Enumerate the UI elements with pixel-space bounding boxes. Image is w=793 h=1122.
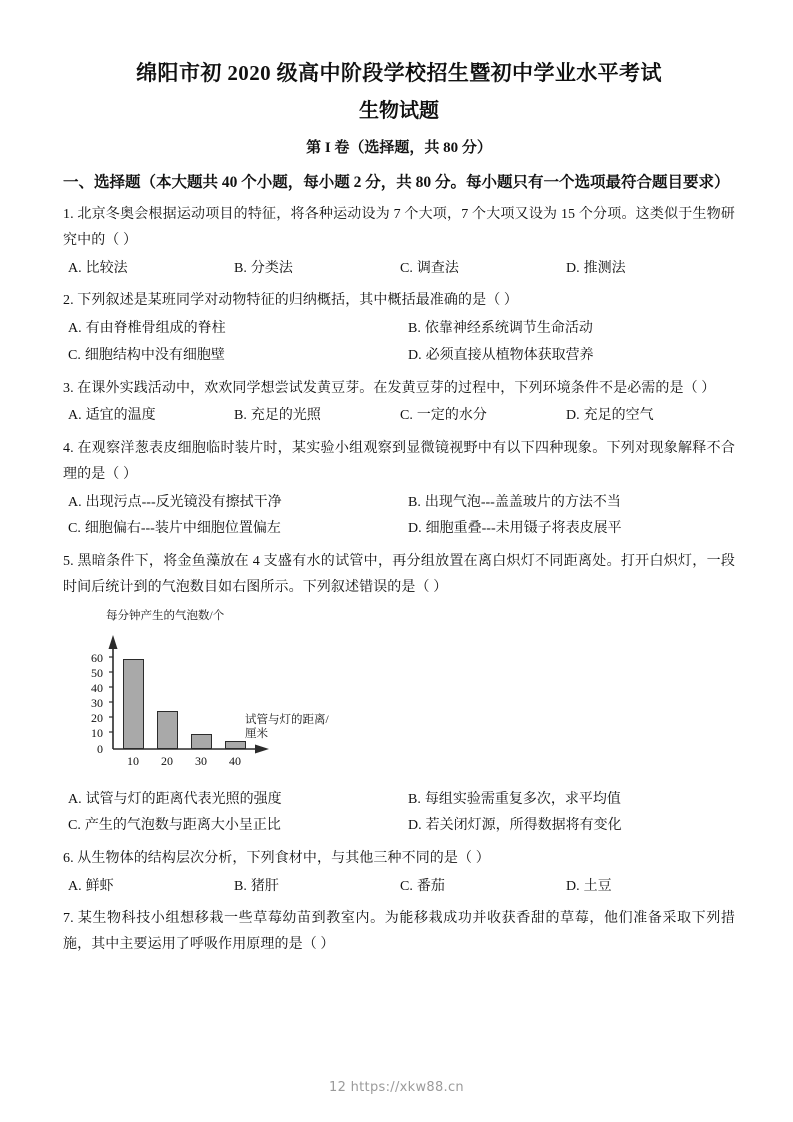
option-text: 细胞结构中没有细胞壁 [84,347,225,363]
option-letter: D. [566,260,580,276]
option-c[interactable] [63,813,404,840]
page-title: 绵阳市初 2020 级高中阶段学校招生暨初中学业水平考试 [136,61,662,85]
option-b[interactable] [234,874,400,901]
option-d[interactable] [566,256,732,283]
option-text: 适宜的温度 [85,408,156,424]
option-text: 出现气泡---盖盖玻片的方法不当 [424,494,621,510]
option-c[interactable] [400,403,566,430]
option-c[interactable] [63,343,404,370]
question-stem: 6. 从生物体的结构层次分析，下列食材中，与其他三种不同的是（ ） [63,850,490,866]
chart-xtick-20: 20 [161,753,173,768]
question-stem: 3. 在课外实践活动中，欢欢同学想尝试发黄豆芽。在发黄豆芽的过程中，下列环境条件不是必需的是（ ） [63,380,716,396]
option-text: 细胞偏右---装片中细胞位置偏左 [84,521,281,537]
question-stem: 2. 下列叙述是某班同学对动物特征的归纳概括，其中概括最准确的是（ ） [63,293,518,309]
option-letter: B. [408,494,421,510]
option-d[interactable] [566,403,732,430]
chart-bar-30 [191,734,212,749]
option-c[interactable] [400,874,566,901]
option-row [63,256,735,283]
option-row [63,516,735,543]
option-a[interactable] [63,874,234,901]
option-row [63,343,735,370]
option-letter: A. [68,494,82,510]
chart-xtick-30: 30 [195,753,207,768]
option-text: 依靠神经系统调节生命活动 [424,321,593,337]
option-list [63,403,735,430]
chart-ytick-30: 30 [91,695,103,710]
option-list [63,490,735,543]
chart-y-axis-label: 每分钟产生的气泡数/个 [106,609,225,622]
option-text: 鲜虾 [85,878,114,894]
question-6 [63,846,735,900]
option-letter: D. [566,408,580,424]
option-text: 细胞重叠---未用镊子将表皮展平 [425,521,622,537]
option-row [63,316,735,343]
option-letter: C. [400,408,413,424]
option-letter: D. [408,818,422,834]
option-d[interactable] [404,516,744,543]
chart-bar-20 [157,711,178,749]
question-4 [63,436,735,543]
page-content [63,58,735,960]
option-a[interactable] [63,256,234,283]
option-d[interactable] [566,874,732,901]
option-letter: A. [68,321,82,337]
option-letter: B. [408,321,421,337]
chart-bar-10 [123,659,144,749]
option-a[interactable] [63,490,404,517]
option-letter: C. [68,347,81,363]
option-letter: A. [68,260,82,276]
bar-chart-figure [79,609,369,781]
option-a[interactable] [63,403,234,430]
option-b[interactable] [404,490,744,517]
option-letter: D. [408,521,422,537]
option-letter: B. [234,878,247,894]
option-text: 分类法 [250,260,293,276]
chart-xtick-40: 40 [229,753,241,768]
option-list [63,256,735,283]
option-b[interactable] [234,256,400,283]
chart-bar-40 [225,741,246,749]
question-stem: 7. 某生物科技小组想移栽一些草莓幼苗到教室内。为能移栽成功并收获香甜的草莓，他们准备采取下列措施，其中主要运用了呼吸作用原理的是（ ） [63,911,735,953]
option-c[interactable] [63,516,404,543]
option-text: 充足的光照 [250,408,321,424]
chart-ytick-50: 50 [91,665,103,680]
option-letter: A. [68,408,82,424]
question-stem: 4. 在观察洋葱表皮细胞临时装片时，某实验小组观察到显微镜视野中有以下四种现象。下列对现象解释不合理的是（ ） [63,441,735,482]
option-row [63,874,735,901]
option-text: 产生的气泡数与距离大小呈正比 [84,818,281,834]
option-row [63,813,735,840]
chart-ytick-20: 20 [91,710,103,725]
option-text: 比较法 [85,260,128,276]
option-d[interactable] [404,813,744,840]
option-text: 番茄 [416,878,445,894]
chart-ytick-40: 40 [91,680,103,695]
option-letter: C. [68,818,81,834]
option-list [63,316,735,369]
option-letter: C. [400,260,413,276]
page-subtitle: 生物试题 [359,99,439,122]
option-d[interactable] [404,343,744,370]
chart-ytick-10: 10 [91,725,103,740]
option-b[interactable] [234,403,400,430]
option-letter: D. [566,878,580,894]
option-letter: B. [234,260,247,276]
question-stem: 5. 黑暗条件下，将金鱼藻放在 4 支盛有水的试管中，再分组放置在离白炽灯不同距离处。打开白炽灯，一段时间后统计到的气泡数目如右图所示。下列叙述错误的是（ ） [63,553,735,595]
question-5 [63,549,735,840]
option-letter: D. [408,347,422,363]
question-1 [63,202,735,282]
option-text: 若关闭灯源，所得数据将有变化 [425,818,622,834]
option-text: 推测法 [583,260,626,276]
question-3 [63,376,735,430]
volume-heading: 第 I 卷（选择题，共 80 分） [306,139,492,156]
option-list [63,874,735,901]
section-heading: 一、选择题（本大题共 40 个小题，每小题 2 分，共 80 分。每小题只有一个选项最符合题目要求） [63,173,730,191]
question-stem: 1. 北京冬奥会根据运动项目的特征，将各种运动设为 7 个大项，7 个大项又设为 15 个分项。这类似于生物研究中的（ ） [63,207,735,248]
option-row [63,787,735,814]
chart-xtick-10: 10 [127,753,139,768]
question-2 [63,288,735,369]
option-letter: C. [400,878,413,894]
option-text: 有由脊椎骨组成的脊柱 [85,321,226,337]
option-row [63,403,735,430]
option-text: 土豆 [583,878,612,894]
chart-x-axis-label: 试管与灯的距离/厘米 [245,713,329,741]
option-text: 调查法 [416,260,459,276]
question-7 [63,906,735,958]
option-letter: B. [234,408,247,424]
chart-ytick-0: 0 [97,741,103,756]
option-row [63,490,735,517]
option-text: 充足的空气 [583,408,654,424]
option-text: 猪肝 [250,878,279,894]
option-text: 出现污点---反光镜没有擦拭干净 [85,494,282,510]
option-letter: C. [68,521,81,537]
chart-ytick-60: 60 [91,650,103,665]
option-text: 每组实验需重复多次，求平均值 [424,791,621,807]
option-b[interactable] [404,787,744,814]
option-letter: B. [408,791,421,807]
option-a[interactable] [63,787,404,814]
option-text: 试管与灯的距离代表光照的强度 [85,791,282,807]
option-text: 必须直接从植物体获取营养 [425,347,594,363]
option-text: 一定的水分 [416,408,487,424]
option-b[interactable] [404,316,744,343]
option-letter: A. [68,878,82,894]
option-a[interactable] [63,316,404,343]
page-footer: 12 https://xkw88.cn [329,1080,464,1095]
option-letter: A. [68,791,82,807]
option-list [63,787,735,840]
option-c[interactable] [400,256,566,283]
